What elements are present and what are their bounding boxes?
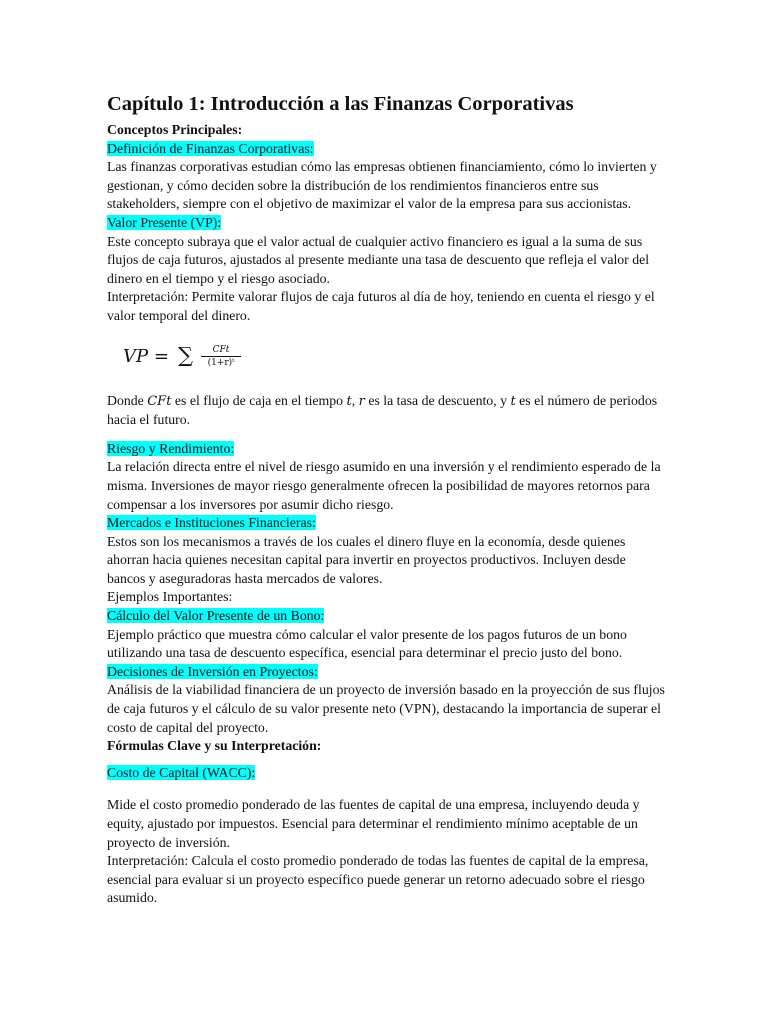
riesgo-heading-text: Riesgo y Rendimiento: [107,440,235,456]
mercados-heading-text: Mercados e Instituciones Financieras: [107,515,316,531]
where-part: es el número de periodos hacia el futuro. [107,392,658,428]
where-part: Donde [107,392,148,408]
spacer [107,782,667,796]
bono-heading [107,607,667,626]
vp-heading-text: Valor Presente (VP): [107,214,222,230]
document-page [107,92,667,908]
formula-numerator: CFt [201,345,241,357]
formulas-heading: Fórmulas Clave y su Interpretación: [107,738,322,754]
decisiones-heading-text: Decisiones de Inversión en Proyectos: [107,663,318,679]
where-t-symbol: t [510,393,516,409]
vp-formula [123,342,667,380]
riesgo-heading [107,440,667,459]
riesgo-body: La relación directa entre el nivel de riesgo asumido en una inversión y el rendimiento esperado de la misma. Inversiones de mayor riesgo generalmente ofrecen la posibilidad de mayores retornos para compensar a los inversores por asumir dicho riesgo. [107,459,661,512]
decisiones-body: Análisis de la viabilidad financiera de un proyecto de inversión basado en la proyección de sus flujos de caja futuros y el cálculo de su valor presente neto (VPN), destacando la importancia de superar el costo de capital del proyecto. [107,682,665,735]
mercados-body: Estos son los mecanismos a través de los cuales el dinero fluye en la economía, desde quienes ahorran hacia quienes necesitan capital para invertir en proyectos productivos. Incluyen desde bancos y aseguradoras hasta mercados de valores. [107,533,626,586]
vp-interpretation: Interpretación: Permite valorar flujos de caja futuros al día de hoy, teniendo en cuenta el riesgo y el valor temporal del dinero. [107,289,655,323]
where-r-symbol: r [358,393,365,409]
conceptos-heading: Conceptos Principales: [107,122,243,137]
formula-denominator: (1+r)ᵗ [207,357,235,368]
where-part: , [351,392,359,408]
formula-lhs: VP = [123,345,169,367]
def-heading [107,140,667,159]
where-cf-symbol: CFt [147,393,172,409]
mercados-heading [107,514,667,533]
formula-sum-symbol: ∑ [178,342,193,367]
vp-body: Este concepto subraya que el valor actual de cualquier activo financiero es igual a la suma de sus flujos de caja futuros, ajustados al presente mediante una tasa de descuento que refleja el valor del dinero en el tiempo y el riesgo asociado. [107,233,650,286]
vp-heading [107,214,667,233]
spacer [107,430,667,440]
vp-where-text [107,392,667,430]
where-part: es el flujo de caja en el tiempo [171,392,347,408]
bono-body: Ejemplo práctico que muestra cómo calcular el valor presente de los pagos futuros de un bono utilizando una tasa de descuento específica, esencial para determinar el precio justo del bono. [107,626,627,661]
ejemplos-heading: Ejemplos Importantes: [107,589,233,605]
wacc-body: Mide el costo promedio ponderado de las fuentes de capital de una empresa, incluyendo deuda y equity, ajustado por impuestos. Esencial para determinar el rendimiento mínimo aceptable de un proyecto de inversión. [107,797,640,850]
wacc-interpretation: Interpretación: Calcula el costo promedio ponderado de todas las fuentes de capital de la empresa, esencial para evaluar si un proyecto específico puede generar un retorno adecuado sobre el riesgo asumido. [107,853,649,906]
decisiones-heading [107,663,667,682]
wacc-heading-text: Costo de Capital (WACC): [107,764,256,780]
wacc-heading [107,764,667,783]
def-body: Las finanzas corporativas estudian cómo las empresas obtienen financiamiento, cómo lo invierten y gestionan, y cómo deciden sobre la distribución de los rendimientos financieros entre sus stakeholders, siempre con el objetivo de maximizar el valor de la empresa para sus accionistas. [107,159,657,212]
bono-heading-text: Cálculo del Valor Presente de un Bono: [107,608,325,624]
chapter-title: Capítulo 1: Introducción a las Finanzas Corporativas [107,93,574,115]
where-t-symbol: t [346,393,352,409]
spacer [107,756,667,764]
formula-fraction [201,345,241,369]
def-heading-text: Definición de Finanzas Corporativas: [107,140,314,156]
where-part: es la tasa de descuento, y [364,392,511,408]
